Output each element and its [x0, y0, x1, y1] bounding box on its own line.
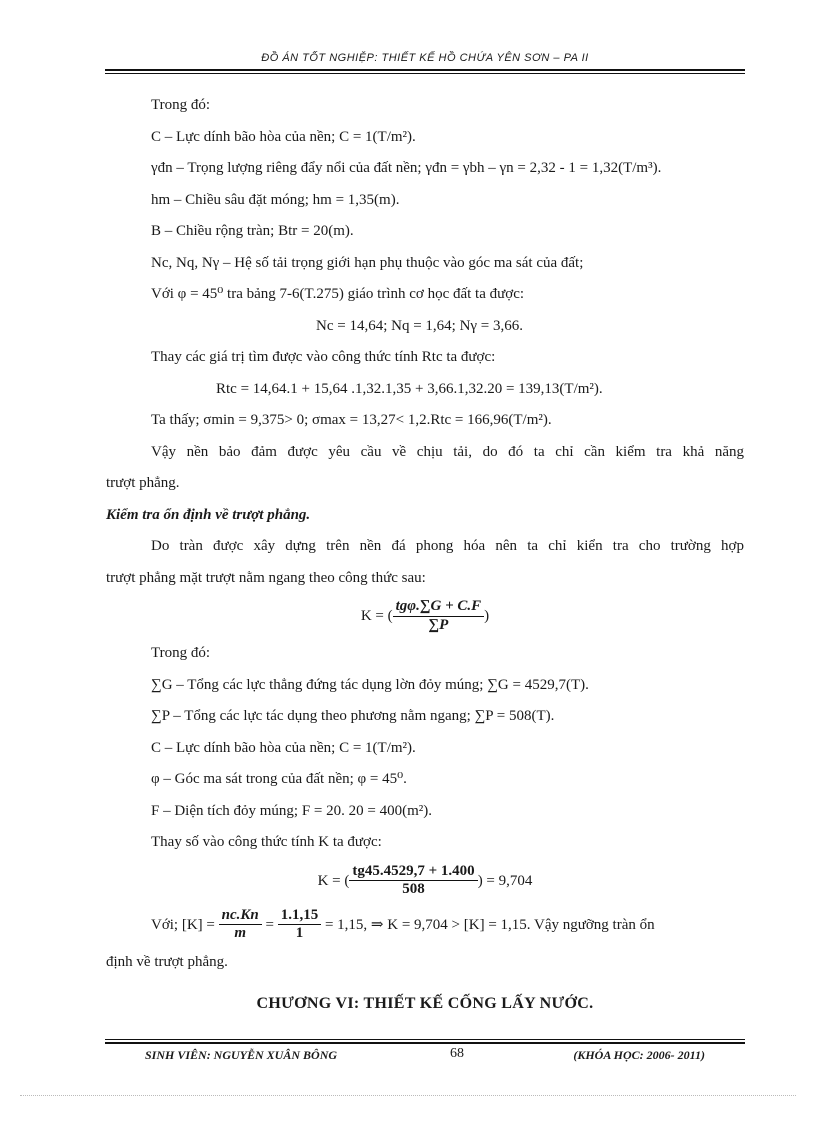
rtc-formula: Rtc = 14,64.1 + 15,64 .1,32.1,35 + 3,66.1,32.20 = 139,13(T/m²). [216, 380, 603, 397]
fraction-numerator: 1.1,15 [278, 907, 322, 925]
fraction [278, 907, 322, 943]
chapter-title: CHƯƠNG VI: THIẾT KẾ CỐNG LẤY NƯỚC. [256, 995, 594, 1012]
paragraph: trượt phẳng. [106, 475, 180, 491]
footer-course: (KHÓA HỌC: 2006- 2011) [573, 1048, 705, 1062]
footer-student: SINH VIÊN: NGUYỄN XUÂN BÔNG [145, 1048, 338, 1062]
fraction-numerator: nc.Kn [219, 907, 262, 925]
paragraph: Thay các giá trị tìm được vào công thức tính Rtc ta được: [151, 349, 496, 365]
paragraph: Do tràn được xây dựng trên nền đá phong hóa nên ta chỉ kiển tra cho trường hợp [151, 538, 744, 554]
paragraph: trượt phẳng mặt trượt nằm ngang theo công thức sau: [106, 569, 426, 586]
fraction [219, 907, 262, 943]
page-number: 68 [450, 1046, 464, 1061]
allowable-k-line [106, 903, 744, 947]
paragraph: Trong đó: [151, 645, 211, 661]
coefficient-values: Nc = 14,64; Nq = 1,64; Nγ = 3,66. [316, 317, 523, 334]
paragraph: C – Lực dính bão hòa của nền; C = 1(T/m²). [151, 739, 416, 756]
paragraph: Nc, Nq, Nγ – Hệ số tải trọng giới hạn phụ thuộc vào góc ma sát của đất; [151, 254, 584, 271]
paragraph: Vậy nền bảo đảm được yêu cầu về chịu tải, do đó ta chỉ cần kiểm tra khả năng [151, 443, 744, 460]
header-rule-thick [105, 69, 745, 71]
document-body [106, 90, 744, 1020]
formula-lhs: K = ( [317, 872, 350, 889]
paragraph: ∑P – Tổng các lực tác dụng theo phương nằm ngang; ∑P = 508(T). [151, 708, 555, 724]
fraction-numerator: tgφ.∑G + C.F [393, 598, 485, 616]
fraction-numerator: tg45.4529,7 + 1.400 [349, 863, 477, 881]
header-rule-thin [105, 73, 745, 74]
page-footer [105, 1048, 745, 1068]
formula-lhs: K = ( [360, 608, 393, 624]
k-calculation-formula [106, 859, 744, 903]
paragraph: B – Chiều rộng tràn; Btr = 20(m). [151, 223, 354, 239]
stability-formula [106, 594, 744, 638]
footer-rule-thin [105, 1039, 745, 1040]
section-heading: Kiểm tra ổn định về trượt phẳng. [106, 506, 311, 523]
paragraph: Trong đó: [151, 97, 211, 113]
paragraph: Thay số vào công thức tính K ta được: [151, 834, 382, 850]
page-header: ĐỒ ÁN TỐT NGHIỆP: THIẾT KẾ HỒ CHỨA YÊN SƠN – PA II [261, 52, 589, 64]
page-edge-dotted-line [20, 1095, 796, 1096]
formula-rhs: ) [484, 608, 490, 624]
paragraph: γđn – Trọng lượng riêng đẩy nổi của đất nền; γđn = γbh – γn = 2,32 - 1 = 1,32(T/m³). [151, 160, 662, 176]
fraction [349, 863, 477, 899]
fraction [393, 598, 485, 634]
fraction-denominator: m [234, 925, 247, 941]
paragraph: Với φ = 45⁰ tra bảng 7-6(T.275) giáo trình cơ học đất ta được: [151, 286, 525, 302]
formula-rhs: ) = 9,704 [477, 872, 533, 889]
paragraph: ∑G – Tổng các lực thẳng đứng tác dụng lờn đỏy múng; ∑G = 4529,7(T). [151, 676, 589, 693]
formula-tail: = 1,15, ⇒ K = 9,704 > [K] = 1,15. Vậy ngưỡng tràn ổn [324, 916, 655, 933]
paragraph: C – Lực dính bão hòa của nền; C = 1(T/m²). [151, 128, 416, 145]
fraction-denominator: 1 [295, 925, 304, 941]
paragraph: F – Diện tích đỏy múng; F = 20. 20 = 400(m²). [151, 802, 432, 819]
fraction-denominator: ∑P [428, 616, 449, 633]
fraction-denominator: 508 [402, 881, 425, 897]
paragraph: hm – Chiều sâu đặt móng; hm = 1,35(m). [151, 191, 400, 208]
paragraph: định về trượt phẳng. [106, 953, 228, 970]
paragraph: φ – Góc ma sát trong của đất nền; φ = 45⁰. [151, 771, 407, 787]
equals-sign: = [265, 916, 274, 933]
formula-lhs: Với; [K] = [151, 916, 215, 933]
paragraph: Ta thấy; σmin = 9,375> 0; σmax = 13,27< 1,2.Rtc = 166,96(T/m²). [151, 412, 552, 428]
footer-rule-thick [105, 1042, 745, 1044]
